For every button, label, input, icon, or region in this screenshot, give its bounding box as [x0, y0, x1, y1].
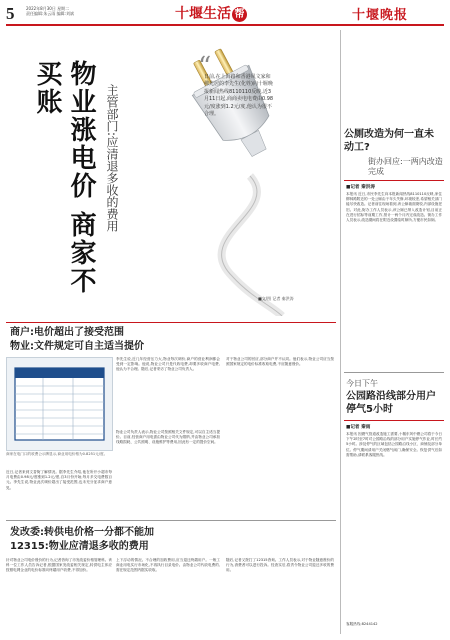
outage-red-rule — [344, 420, 444, 421]
outage-body: 本报讯 因燃气管道改造施工需要,十堰东风中燃公司将于今日下午2时至7时对公园路沿线的部分用户实施停气作业,时长约5小时。涉及停气的区域包括公园路沿线小区、商铺及部分单位。停气期间请用户关闭燃气阀门,确保安全。恢复供气后如需帮助,请联系客服热线。 — [346, 432, 442, 457]
notice-board-photo — [6, 357, 113, 451]
section2-rule — [6, 520, 336, 521]
feature-byline: ■文/图 记者 秦洪涛 — [258, 296, 294, 301]
newspaper-logo: 十堰晚报 — [352, 8, 409, 23]
section1-headline: 商户:电价超出了接受范围 — [10, 327, 124, 338]
notice-board-icon — [7, 358, 112, 450]
toilet-subheadline: 街办回应:一两内改造完成 — [368, 157, 443, 176]
date-line: 2022年8月30日 星期二 — [26, 6, 70, 11]
outage-date: 今日下午 — [346, 379, 378, 388]
toilet-byline: ■记者 秦洪涛 — [346, 185, 375, 190]
section-logo-text: 十堰生活 — [175, 6, 231, 22]
section1-col-c: 物业公司负责人表示,物业公司按照相关文件规定,可以自主适当提价。目前,经营商户用电需由物业公司代为缴纳,并由物业公司承担线路损耗、公共照明、设施维护等费用,因此有一定的提价空间。 — [116, 430, 220, 445]
outage-byline: ■记者 秦雨 — [346, 425, 371, 430]
section2-col-a: 针对物业公司电价涨价的行为,记者咨询了市发改委价格管理科。该科一位工作人员告诉记者,根据国家发改委相关规定,转供电主体应按照电网企业的电价标准向终端用户收费,不得加价。 — [6, 558, 112, 573]
feature-headline: 物业涨电价 商家不买账 — [32, 60, 96, 296]
section1-col-d: 对于物业公司的回应,部分商户并不认同。他们表示,物业公司应当按照国家规定的电价标准收取电费,不应随意涨价。 — [226, 357, 334, 367]
editor-line: 责任编辑:朱云雨 编辑:刘斌 — [26, 11, 74, 16]
section1-col-b: 李先生说,近几年经营压力大,物业每次调价,商户的营业利润都会受到一定影响。他说,物业公司只是代收电费,却要多收商户电费,他认为不合理。随后,记者采访了物业公司负责人。 — [116, 357, 220, 372]
outage-headline: 公园路沿线部分用户停气5小时 — [346, 391, 436, 415]
header-rule — [6, 24, 444, 26]
section2-col-b: 上下浮动的情况。不合理的加收费用,应当退还终端用户。一般工商业用电实行市场化,不再执行目录电价。由物业公司代收电费的,需在规定范围内据实收取。 — [116, 558, 220, 573]
lead-quote: 日前,在上海路和香港风文家和佛光居的李先生(化姓)向十堰晚报新闻热线8110110反映,近3月11日起,商商卖电电费由0.98元/度涨到1.2元/度,他认为很不合理。 — [204, 74, 274, 118]
outage-rule — [344, 372, 444, 373]
column-divider — [340, 30, 341, 634]
section-logo-badge: 帮 — [232, 7, 247, 22]
section2-headline-2: 12315:物业应清退多收的费用 — [10, 541, 149, 552]
section1-rule — [6, 322, 336, 323]
section2-col-c: 随后,记者又拨打了12315咨询。工作人员表示,对于物业随意涨价的行为,消费者可以进行投诉。经查实后,将责令物业公司退还多收的费用。 — [226, 558, 334, 573]
masthead-info — [26, 6, 146, 16]
quote-mark: “ — [198, 52, 212, 82]
page-number: 5 — [6, 4, 15, 23]
toilet-headline: 公厕改造为何一直未动工? — [344, 129, 434, 153]
section-logo — [175, 3, 247, 23]
toilet-body: 本报讯 近日,市民李先生向本报新闻热线8110110反映,家住柳林路附近的一处公厕由于年久失修,环境较差,希望相关部门能尽快改造。记者前往现场看到,该公厕墙面斑驳,内部设施老旧。对此,街办工作人员表示,该公厕已纳入改造计划,目前正在进行招标等前期工作,预计一两个月内完成改造。街办工作人员表示,改造期间将在附近设置临时厕所,方便市民如厕。 — [346, 192, 442, 223]
section1-headline-2: 物业:文件规定可自主适当提价 — [10, 341, 144, 352]
feature-subtitle: 主管部门:应清退多收的费用 — [105, 84, 119, 233]
photo-caption: 商家在电门口的收费公示牌显示,商业用电价格为0.8251元/度。 — [6, 452, 108, 456]
outage-hotline: 客服热线:8244142 — [346, 622, 378, 626]
section1-col-a: 近日,记者来到文香街了解情况。据李先生介绍,他在所开小超市每月电费由0.98元/度涨到1.2元/度,自3月份开始,每月多交电费数百元。李先生说,物业此次调价超出了接受范围,也未充分征求商户意见。 — [6, 470, 112, 490]
toilet-rule — [344, 180, 444, 181]
section2-headline: 发改委:转供电价格一分都不能加 — [10, 527, 154, 538]
